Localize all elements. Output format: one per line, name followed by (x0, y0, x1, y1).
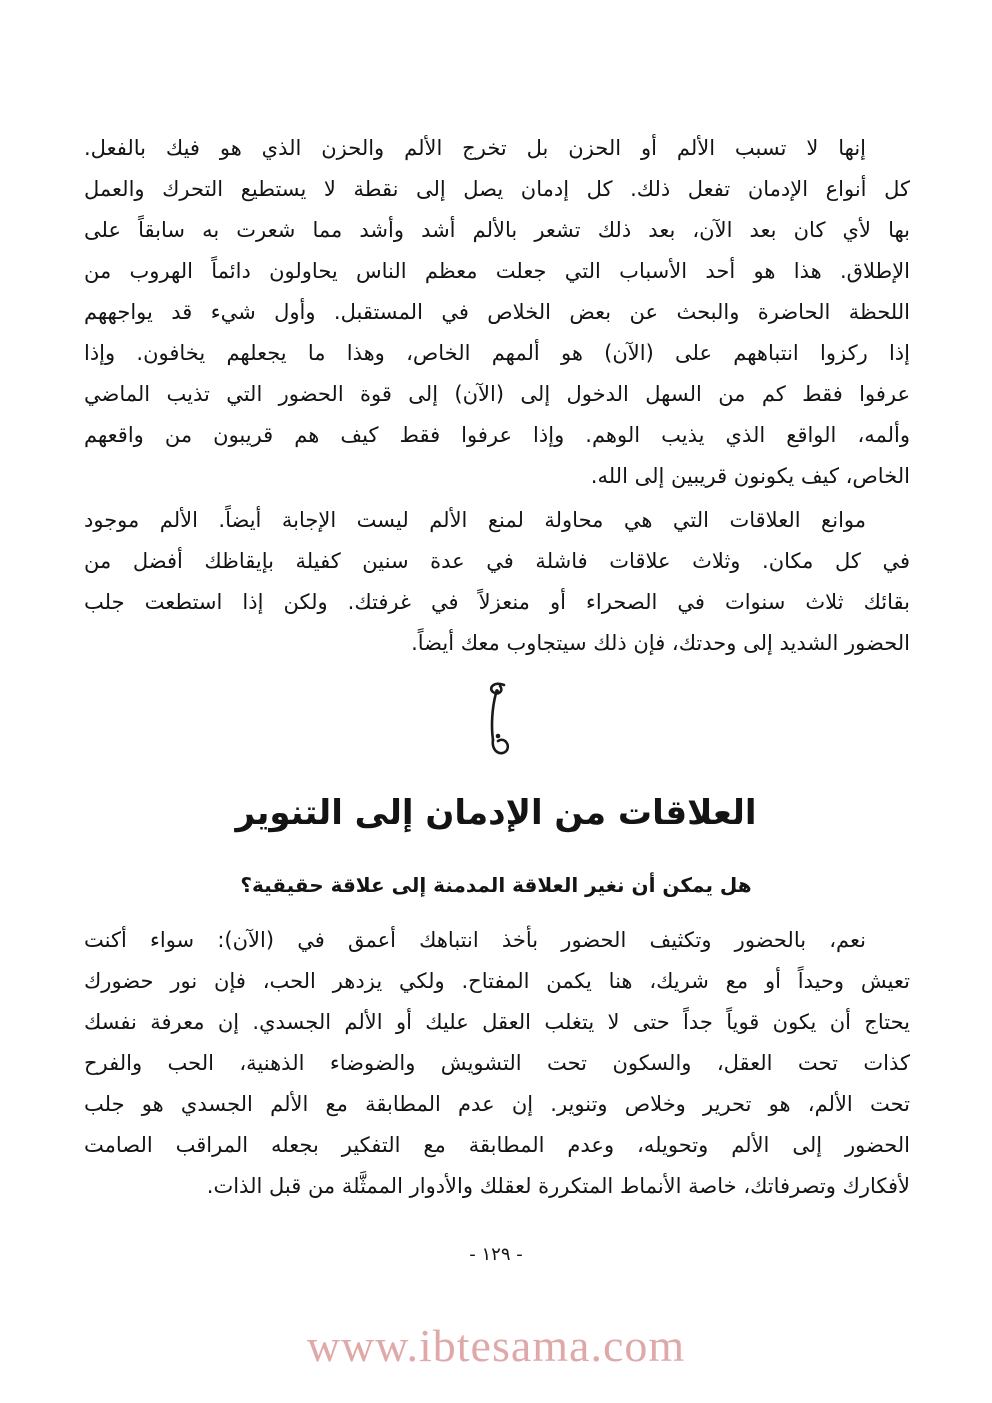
chapter-subtitle: هل يمكن أن نغير العلاقة المدمنة إلى علاقة حقيقية؟ (240, 873, 752, 897)
watermark: www.ibtesama.com (306, 1320, 686, 1371)
body-line: كل أنواع الإدمان تفعل ذلك. كل إدمان يصل إلى نقطة لا يستطيع التحرك والعمل (84, 177, 910, 201)
body-line: وألمه، الواقع الذي يذيب الوهم. وإذا عرفوا فقط كيف هم قريبون من واقعهم (84, 423, 910, 447)
body-line: تحت الألم، هو تحرير وخلاص وتنوير. إن عدم المطابقة مع الألم الجسدي هو جلب (84, 1092, 910, 1116)
body-line: كذات تحت العقل، والسكون تحت التشويش والضوضاء الذهنية، الحب والفرح (84, 1051, 910, 1075)
body-line: الخاص، كيف يكونون قريبين إلى الله. (590, 464, 910, 488)
body-line: موانع العلاقات التي هي محاولة لمنع الألم ليست الإجابة أيضاً. الألم موجود (84, 508, 866, 532)
paragraph-3 (84, 920, 910, 1207)
body-line: الحضور الشديد إلى وحدتك، فإن ذلك سيتجاوب معك أيضاً. (411, 631, 910, 655)
body-line: عرفوا فقط كم من السهل الدخول إلى (الآن) إلى قوة الحضور التي تذيب الماضي (84, 382, 910, 406)
body-line: بقائك ثلاث سنوات في الصحراء أو منعزلاً في غرفتك. ولكن إذا استطعت جلب (84, 590, 910, 614)
calligraphic-flourish-icon (478, 743, 514, 762)
body-line: الإطلاق. هذا هو أحد الأسباب التي جعلت معظم الناس يحاولون دائماً الهروب من (84, 259, 910, 283)
body-line: يحتاج أن يكون قوياً جداً حتى لا يتغلب العقل عليك أو الألم الجسدي. إن معرفة نفسك (84, 1010, 910, 1034)
page-number: - ١٢٩ - (469, 1244, 523, 1265)
body-line: في كل مكان. وثلاث علاقات فاشلة في عدة سنين كفيلة بإيقاظك أفضل من (84, 549, 910, 573)
body-line: اللحظة الحاضرة والبحث عن بعض الخلاص في المستقبل. وأول شيء قد يواجههم (84, 300, 910, 324)
body-line: إذا ركزوا انتباههم على (الآن) هو ألمهم الخاص، وهذا ما يجعلهم يخافون. وإذا (84, 341, 910, 365)
body-line: الحضور إلى الألم وتحويله، وعدم المطابقة مع التفكير بجعله المراقب الصامت (84, 1133, 910, 1157)
body-line: إنها لا تسبب الألم أو الحزن بل تخرج الألم والحزن الذي هو فيك بالفعل. (84, 136, 866, 160)
section-divider (0, 680, 992, 762)
paragraph-1 (84, 128, 910, 497)
body-line: تعيش وحيداً أو مع شريك، هنا يكمن المفتاح. ولكي يزدهر الحب، فإن نور حضورك (84, 969, 910, 993)
body-line: نعم، بالحضور وتكثيف الحضور بأخذ انتباهك أعمق في (الآن): سواء أكنت (84, 928, 866, 952)
chapter-heading: العلاقات من الإدمان إلى التنوير (235, 793, 757, 833)
body-line: لأفكارك وتصرفاتك، خاصة الأنماط المتكررة لعقلك والأدوار الممثَّلة من قبل الذات. (206, 1174, 910, 1198)
paragraph-2 (84, 500, 910, 664)
body-line: بها لأي كان بعد الآن، بعد ذلك تشعر بالألم أشد وأشد مما شعرت به سابقاً على (84, 218, 910, 242)
